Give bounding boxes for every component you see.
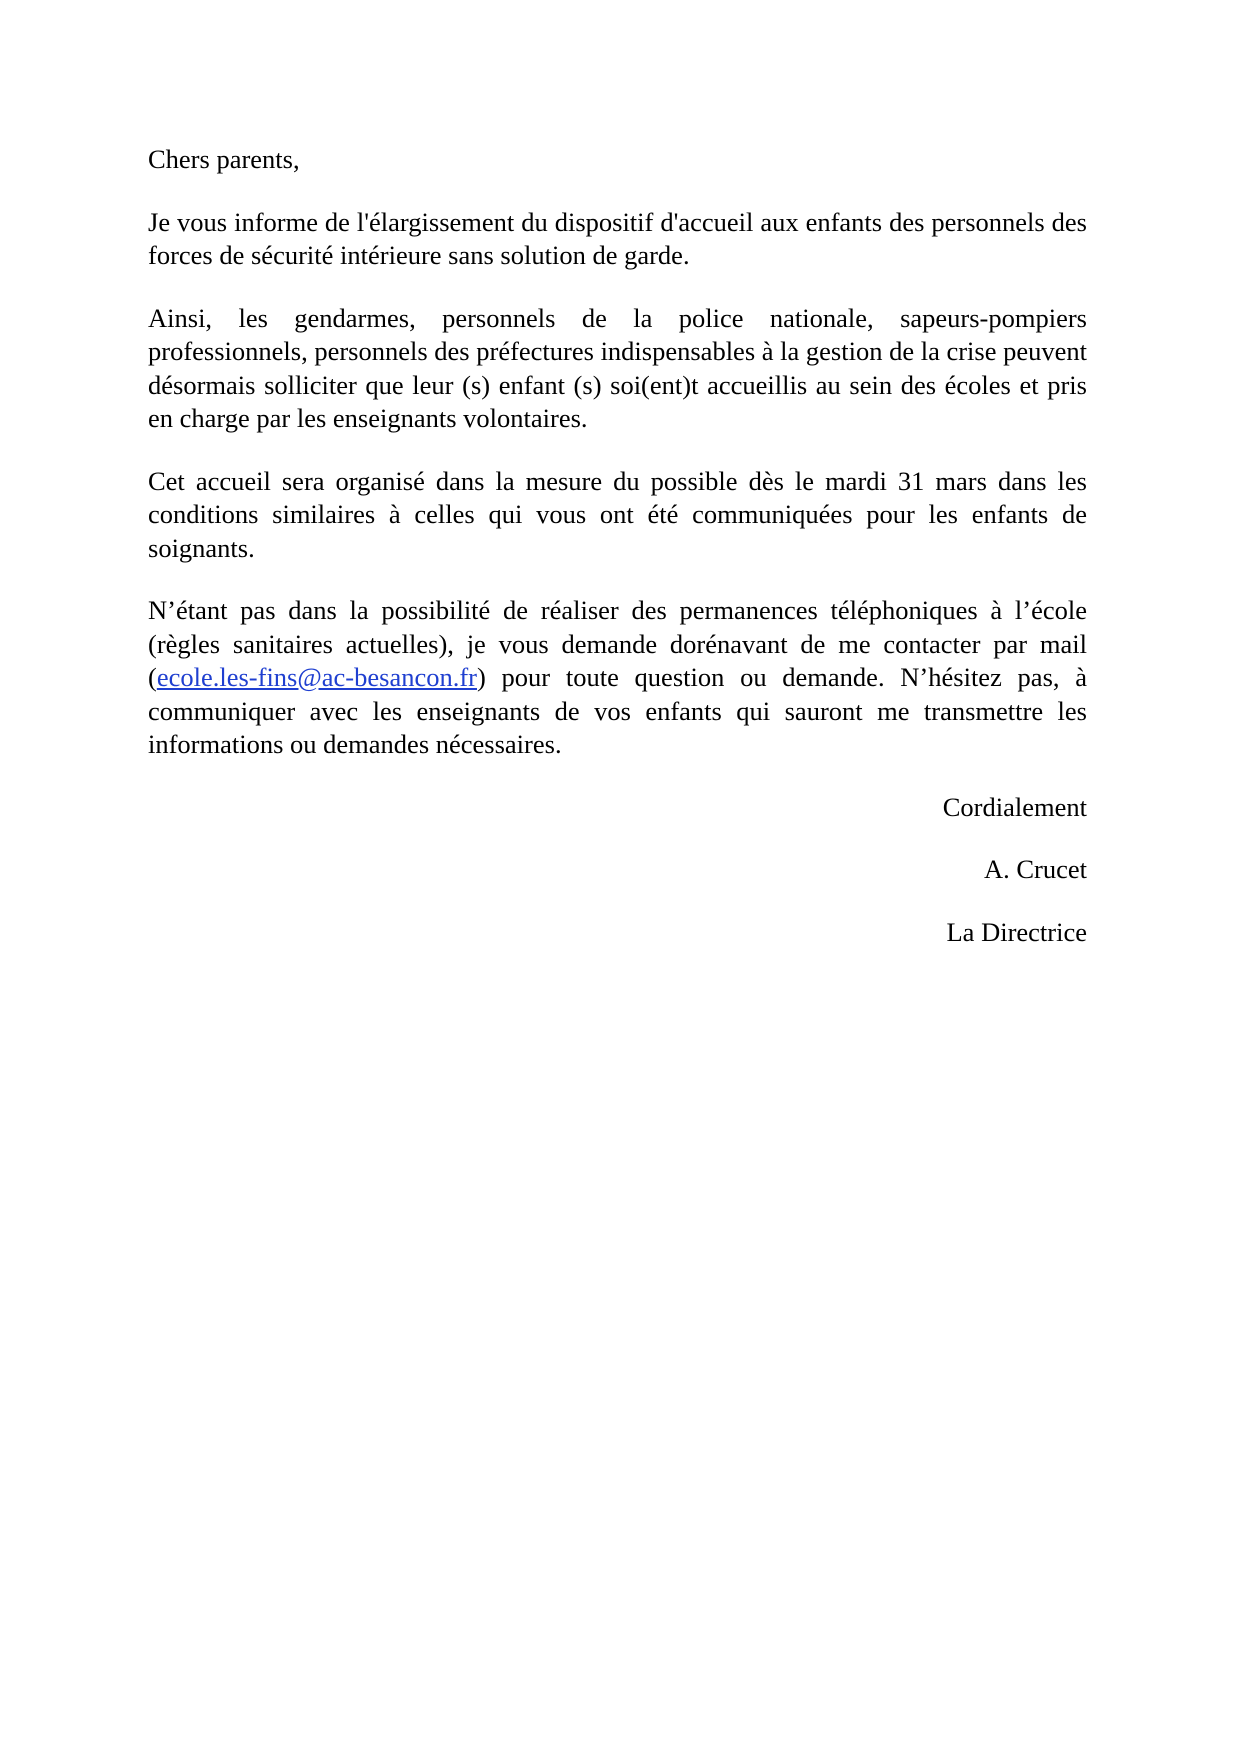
- letter-body: [148, 143, 1087, 978]
- closing: Cordialement: [942, 791, 1087, 822]
- paragraph-personnels: Ainsi, les gendarmes, personnels de la police nationale, sapeurs-pompiers professionnels, personnels des préfectures indispensables à la gestion de la crise peuvent désormais solliciter que leur (s) enfant (s) soi(ent)t accueillis au sein des écoles et pris en charge par les enseignants volontaires.: [148, 302, 1087, 433]
- paragraph-contact: [148, 594, 1087, 762]
- email-link[interactable]: ecole.les-fins@ac-besancon.fr: [156, 662, 477, 692]
- paragraph-elargissement: Je vous informe de l'élargissement du dispositif d'accueil aux enfants des personnels des forces de sécurité intérieure sans solution de garde.: [148, 206, 1087, 270]
- paragraph-contact-after: ) pour toute question ou demande. N’hésitez pas, à communiquer avec les enseignants de vos enfants qui sauront me transmettre les informations ou demandes nécessaires.: [148, 662, 1087, 759]
- paragraph-contact-before: N’étant pas dans la possibilité de réaliser des permanences téléphoniques à l’école (règles sanitaires actuelles), je vous demande dorénavant de me contacter par mail (: [148, 595, 1087, 692]
- signature-name: A. Crucet: [983, 854, 1087, 884]
- salutation: Chers parents,: [148, 144, 300, 174]
- paragraph-accueil: Cet accueil sera organisé dans la mesure du possible dès le mardi 31 mars dans les conditions similaires à celles qui vous ont été communiquées pour les enfants de soignants.: [148, 465, 1087, 563]
- signature-title: La Directrice: [946, 916, 1087, 947]
